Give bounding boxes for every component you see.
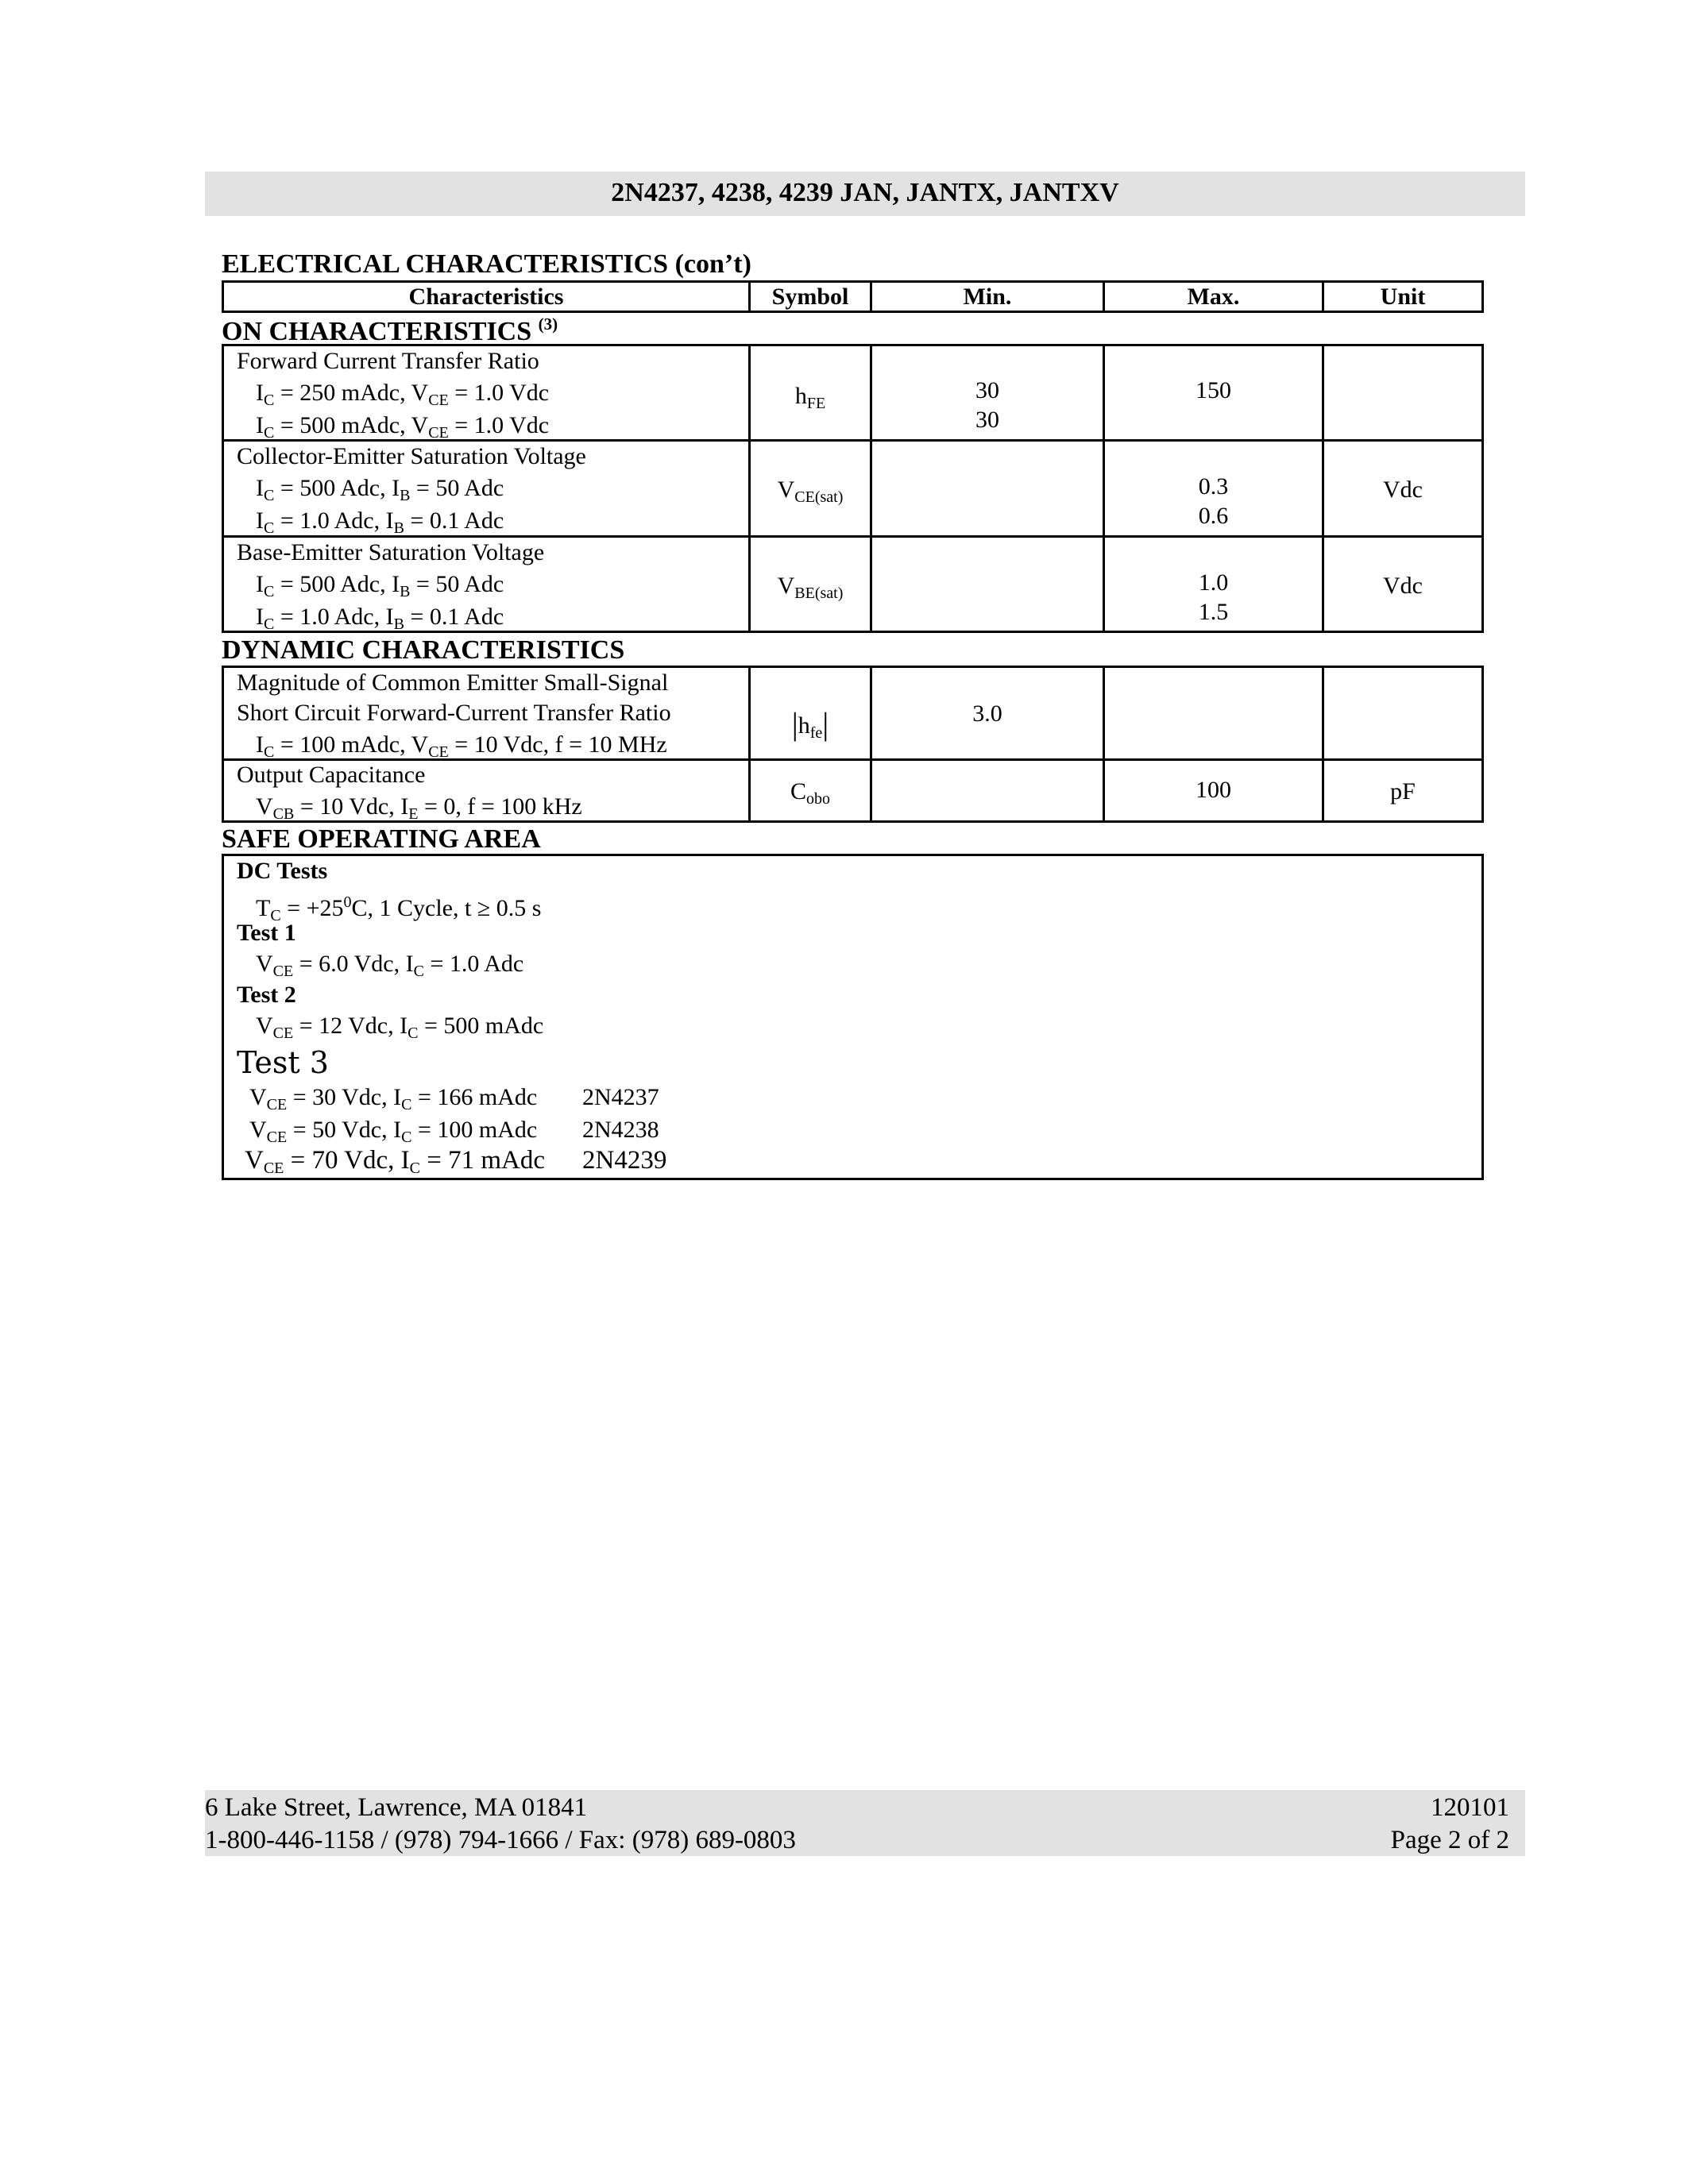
small-signal-name-line-1: Magnitude of Common Emitter Small-Signal bbox=[237, 669, 669, 696]
col-symbol: Symbol bbox=[771, 284, 849, 310]
vbesat-condition-1: $I_C = 500$ Adc, $I_B = 50$ Adc bbox=[256, 571, 504, 600]
document-title: 2N4237, 4238, 4239 JAN, JANTX, JANTXV bbox=[611, 178, 1119, 207]
hfe-min-2: 30 bbox=[975, 407, 999, 433]
dc-tests-condition: $T_C = +25^0C$, 1 Cycle, t ≥ 0.5 s bbox=[256, 893, 542, 924]
on-characteristics-heading: ON CHARACTERISTICS $^{(3)}$ bbox=[222, 314, 558, 346]
hfe-min-1: 30 bbox=[975, 377, 999, 403]
cobo-name: Output Capacitance bbox=[237, 762, 426, 788]
test-1-condition: $V_{CE} = 6.0$ Vdc, $I_C = 1.0$ Adc bbox=[256, 951, 524, 980]
hfe-condition-2: $I_C = 500$ mAdc, $V_{CE} = 1.0$ Vdc bbox=[256, 412, 550, 442]
section-title: ELECTRICAL CHARACTERISTICS (con’t) bbox=[222, 249, 751, 279]
test-2-condition: $V_{CE} = 12$ Vdc, $I_C = 500$ mAdc bbox=[256, 1013, 544, 1042]
col-max: Max. bbox=[1187, 284, 1240, 310]
test-3-part-1: 2N4237 bbox=[582, 1084, 659, 1110]
small-signal-min: 3.0 bbox=[972, 700, 1002, 727]
hfe-name: Forward Current Transfer Ratio bbox=[237, 348, 539, 374]
footer-code: 120101 bbox=[1431, 1793, 1509, 1822]
col-unit: Unit bbox=[1380, 284, 1426, 310]
vbesat-condition-2: $I_C = 1.0$ Adc, $I_B = 0.1$ Adc bbox=[256, 604, 504, 633]
test-2-title: Test 2 bbox=[237, 982, 296, 1008]
test-3-condition-2: $V_{CE} = 50$ Vdc, $I_C = 100$ mAdc bbox=[249, 1117, 538, 1146]
col-characteristics: Characteristics bbox=[408, 284, 564, 310]
small-signal-symbol: $|h_{fe}|$ bbox=[791, 706, 829, 742]
vcesat-unit: Vdc bbox=[1383, 477, 1423, 503]
vcesat-symbol: $V_{CE(sat)}$ bbox=[777, 477, 844, 506]
cobo-max: 100 bbox=[1196, 777, 1231, 803]
vbesat-name: Base-Emitter Saturation Voltage bbox=[237, 539, 545, 565]
test-3-condition-1: $V_{CE} = 30$ Vdc, $I_C = 166$ mAdc bbox=[249, 1084, 538, 1113]
safe-operating-area-heading: SAFE OPERATING AREA bbox=[222, 824, 541, 854]
test-3-condition-3: $V_{CE} = 70$ Vdc, $I_C = 71$ mAdc bbox=[245, 1146, 545, 1177]
vcesat-max-2: 0.6 bbox=[1198, 503, 1229, 529]
hfe-symbol: $h_{FE}$ bbox=[794, 383, 826, 412]
vbesat-unit: Vdc bbox=[1383, 573, 1423, 599]
footer-page-number: Page 2 of 2 bbox=[1390, 1826, 1509, 1854]
footer-phone: 1-800-446-1158 / (978) 794-1666 / Fax: (978) 689-0803 bbox=[205, 1826, 796, 1854]
vcesat-condition-1: $I_C = 500$ Adc, $I_B = 50$ Adc bbox=[256, 475, 504, 504]
vbesat-symbol: $V_{BE(sat)}$ bbox=[777, 573, 844, 602]
vbesat-max-1: 1.0 bbox=[1198, 569, 1229, 596]
vcesat-condition-2: $I_C = 1.0$ Adc, $I_B = 0.1$ Adc bbox=[256, 507, 504, 537]
col-min: Min. bbox=[963, 284, 1012, 310]
small-signal-condition: $I_C = 100$ mAdc, $V_{CE} = 10$ Vdc, f = 10 MHz bbox=[256, 731, 667, 761]
dynamic-characteristics-heading: DYNAMIC CHARACTERISTICS bbox=[222, 635, 625, 665]
test-1-title: Test 1 bbox=[237, 920, 296, 946]
cobo-symbol: $C_{obo}$ bbox=[790, 778, 830, 808]
vcesat-name: Collector-Emitter Saturation Voltage bbox=[237, 443, 586, 469]
hfe-max: 150 bbox=[1196, 377, 1231, 403]
test-3-title: Test 3 bbox=[237, 1045, 329, 1080]
cobo-condition: $V_{CB} = 10$ Vdc, $I_E = 0$, f = 100 kHz bbox=[256, 793, 582, 823]
test-3-part-2: 2N4238 bbox=[582, 1117, 659, 1143]
hfe-condition-1: $I_C = 250$ mAdc, $V_{CE} = 1.0$ Vdc bbox=[256, 380, 550, 409]
footer-address: 6 Lake Street, Lawrence, MA 01841 bbox=[205, 1793, 588, 1822]
dc-tests-title: DC Tests bbox=[237, 858, 328, 884]
vcesat-max-1: 0.3 bbox=[1198, 473, 1229, 500]
vbesat-max-2: 1.5 bbox=[1198, 599, 1229, 625]
test-3-part-3: 2N4239 bbox=[582, 1146, 667, 1175]
small-signal-name-line-2: Short Circuit Forward-Current Transfer Ratio bbox=[237, 700, 671, 726]
cobo-unit: pF bbox=[1390, 778, 1416, 805]
